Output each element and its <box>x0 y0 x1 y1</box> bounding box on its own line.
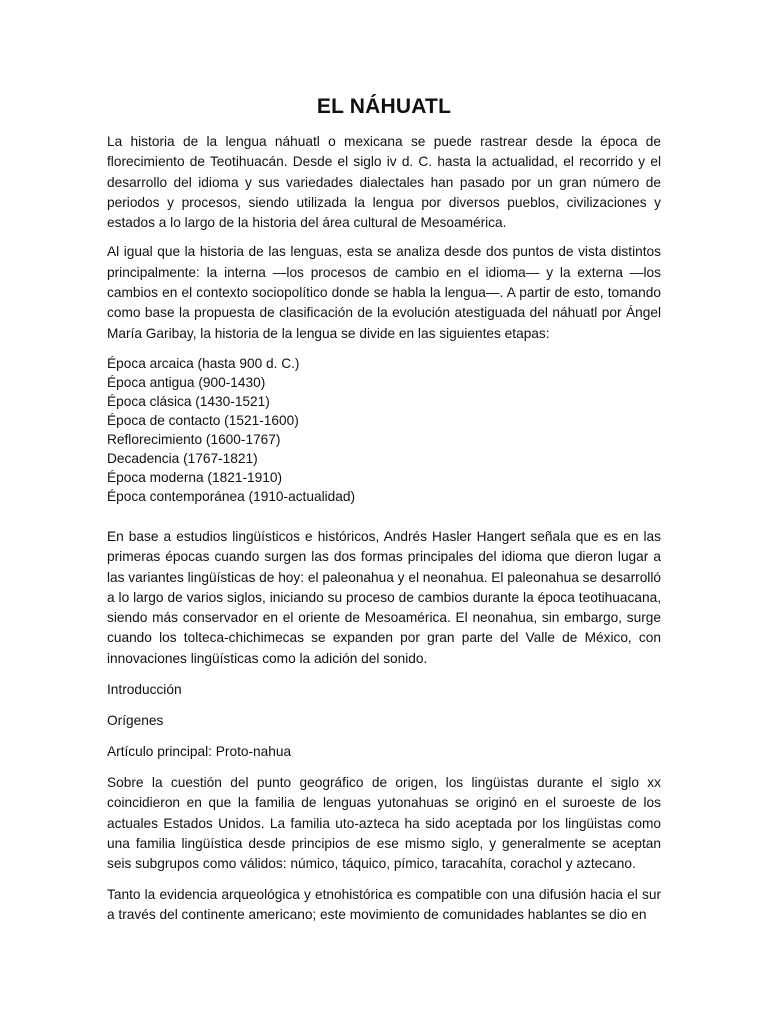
list-item: Época arcaica (hasta 900 d. C.) <box>107 355 300 371</box>
heading-origins: Orígenes <box>107 713 164 729</box>
document-page <box>107 92 661 934</box>
list-item: Época moderna (1821-1910) <box>107 469 283 485</box>
paragraph-history-intro: La historia de la lengua náhuatl o mexicana se puede rastrear desde la época de florecimiento de Teotihuacán. Desde el siglo iv d. C. hasta la actualidad, el recorrido y el desarrollo del idioma y sus variedades dialectales han pasado por un gran número de periodos y procesos, siendo utilizada la lengua por diversos pueblos, civilizaciones y estados a lo largo de la historia del área cultural de Mesoamérica. <box>107 134 661 231</box>
paragraph-analysis: Al igual que la historia de las lenguas, esta se analiza desde dos puntos de vista distintos principalmente: la interna —los procesos de cambio en el idioma— y la externa —los cambios en el contexto sociopolítico donde se habla la lengua—. A partir de esto, tomando como base la propuesta de clasificación de la evolución atestiguada del náhuatl por Ángel María Garibay, la historia de la lengua se divide en las siguientes etapas: <box>107 244 661 341</box>
paragraph-origin: Sobre la cuestión del punto geográfico de origen, los lingüistas durante el siglo xx coincidieron en que la familia de lenguas yutonahuas se originó en el suroeste de los actuales Estados Unidos. La familia uto-azteca ha sido aceptada por los lingüistas como una familia lingüística desde principios de ese mismo siglo, y generalmente se aceptan seis subgrupos como válidos: númico, táquico, pímico, taracahíta, corachol y aztecano. <box>107 775 661 872</box>
list-item: Época antigua (900-1430) <box>107 374 266 390</box>
main-article-link[interactable]: Artículo principal: Proto-nahua <box>107 744 292 760</box>
paragraph-hasler: En base a estudios lingüísticos e históricos, Andrés Hasler Hangert señala que es en las primeras épocas cuando surgen las dos formas principales del idioma que dieron lugar a las variantes lingüísticas de hoy: el paleonahua y el neonahua. El paleonahua se desarrolló a lo largo de varios siglos, iniciando su proceso de cambios durante la época teotihuacana, siendo más conservador en el oriente de Mesoamérica. El neonahua, sin embargo, surge cuando los tolteca-chichimecas se expanden por gran parte del Valle de México, con innovaciones lingüísticas como la adición del sonido. <box>107 528 661 666</box>
periods-list <box>107 354 661 506</box>
list-item: Época de contacto (1521-1600) <box>107 412 299 428</box>
list-item: Decadencia (1767-1821) <box>107 450 258 466</box>
heading-introduction: Introducción <box>107 682 182 698</box>
paragraph-evidence: Tanto la evidencia arqueológica y etnohistórica es compatible con una difusión hacia el sur a través del continente americano; este movimiento de comunidades hablantes se dio en <box>107 886 661 922</box>
document-title: EL NÁHUATL <box>316 95 452 118</box>
list-item: Época contemporánea (1910-actualidad) <box>107 488 356 504</box>
list-item: Época clásica (1430-1521) <box>107 393 270 409</box>
list-item: Reflorecimiento (1600-1767) <box>107 431 281 447</box>
